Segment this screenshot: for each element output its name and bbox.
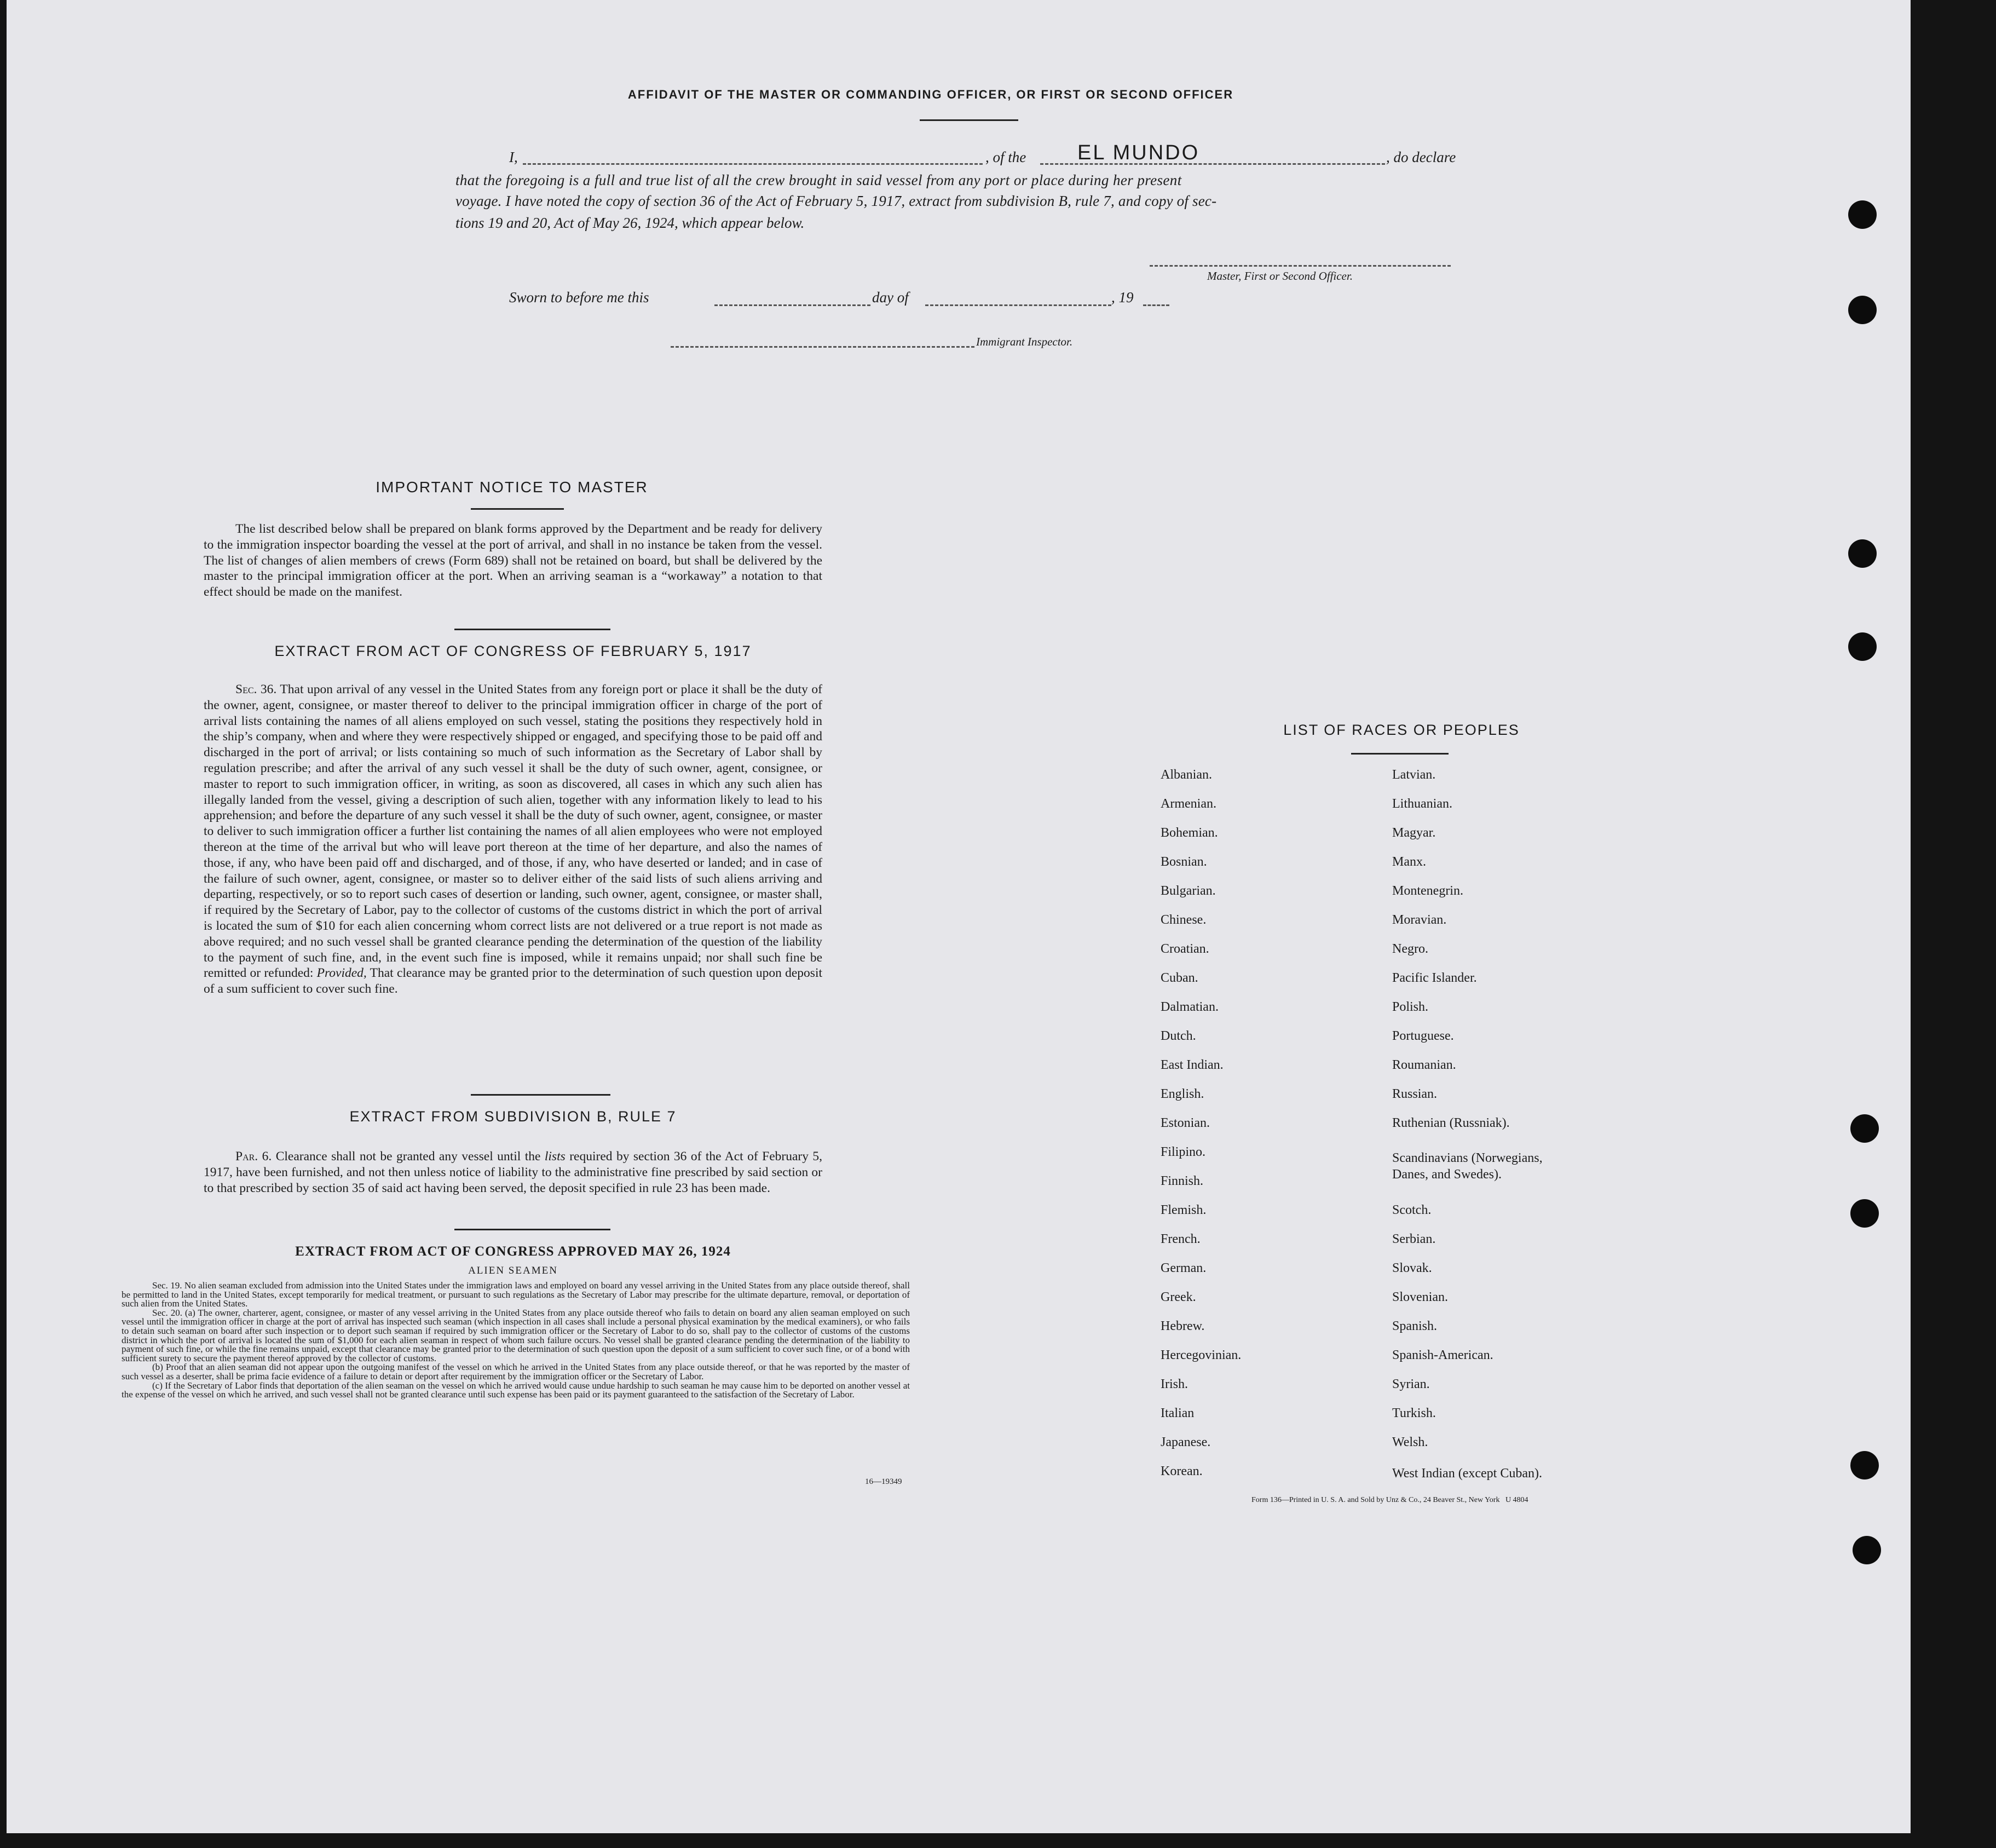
sec20b-text: (b) Proof that an alien seaman did not appear upon the outgoing manifest of the vessel on which he arrived in the United States from any place outside thereof, or that he was reported by the master of such vessel as a deserter, shall be prima facie evidence of a failure to detain or deport after requirement by the immigration officer or the Secretary of Labor.: [122, 1362, 910, 1381]
affidavit-line: voyage. I have noted the copy of section 36 of the Act of February 5, 1917, extract from subdivision B, rule 7, and copy of sec-: [455, 193, 1217, 209]
race-item: West Indian (except Cuban).: [1392, 1466, 1542, 1481]
inspector-field[interactable]: [671, 346, 974, 348]
race-item: Russian.: [1392, 1087, 1438, 1101]
act-1924-title: EXTRACT FROM ACT OF CONGRESS APPROVED MAY 26, 1924: [295, 1244, 731, 1259]
divider: [454, 1229, 610, 1230]
race-item: Dalmatian.: [1161, 1000, 1219, 1014]
race-item: Italian: [1161, 1406, 1195, 1420]
race-item: Latvian.: [1392, 768, 1436, 782]
affidavit-do-declare: , do declare: [1386, 149, 1456, 165]
affidavit-i-label: I,: [509, 149, 518, 165]
race-item: Finnish.: [1161, 1174, 1204, 1188]
race-item: Bohemian.: [1161, 826, 1218, 840]
sworn-year-field[interactable]: [1143, 304, 1169, 306]
rule7-body-b: required by section 36 of the Act of February 5, 1917, have been furnished, and not then unless notice of liability to the administrative fine prescribed by said section or to that prescribed by section 35 of said act having been served, the deposit specified in rule 23 has been made.: [204, 1149, 823, 1195]
inspector-label: Immigrant Inspector.: [976, 335, 1073, 348]
race-item: Dutch.: [1161, 1029, 1196, 1043]
race-item: Estonian.: [1161, 1116, 1210, 1130]
affidavit-line: that the foregoing is a full and true list of all the crew brought in said vessel from any port or place during her present: [455, 172, 1182, 188]
race-item: Serbian.: [1392, 1232, 1436, 1246]
sec20a-text: Sec. 20. (a) The owner, charterer, agent, consignee, or master of any vessel arriving in the United States from any place outside thereof who fails to detain on board any alien seaman employed on such vessel until the immigration officer in charge at the port of arrival has inspected such seaman (which inspection in all cases shall include a personal physical examination by the medical examiners), or who fails to detain such seaman on board after such inspection or to deport such seaman if required by such immigration officer or the Secretary of Labor to do so, shall pay to the collector of customs of the customs district in which the port of arrival is located the sum of $1,000 for each alien seaman in respect of whom such failure occurs. No vessel shall be granted clearance pending the determination of the liability to payment of such fine, or while the fine remains unpaid, except that clearance may be granted prior to the determination of such question upon the deposit of a sum sufficient to cover such fine, or of a bond with sufficient surety to secure the payment thereof approved by the collector of customs.: [122, 1307, 910, 1363]
race-item: Spanish.: [1392, 1319, 1438, 1333]
race-item: Bosnian.: [1161, 855, 1207, 869]
rule7-body-a: Clearance shall not be granted any vessel until the: [275, 1149, 541, 1164]
vessel-name: EL MUNDO: [1077, 141, 1200, 164]
race-item: Turkish.: [1392, 1406, 1436, 1420]
divider: [1351, 753, 1449, 755]
affidavit-of-the: , of the: [985, 149, 1026, 165]
race-item: Syrian.: [1392, 1377, 1430, 1391]
binder-hole: [1850, 1451, 1879, 1479]
race-item: Scotch.: [1392, 1203, 1432, 1217]
race-item: Chinese.: [1161, 913, 1207, 927]
race-item: French.: [1161, 1232, 1201, 1246]
race-item: Roumanian.: [1392, 1058, 1456, 1072]
rule7-title: EXTRACT FROM SUBDIVISION B, RULE 7: [349, 1108, 677, 1125]
race-item: Irish.: [1161, 1377, 1188, 1391]
race-item: Greek.: [1161, 1290, 1196, 1304]
race-item: East Indian.: [1161, 1058, 1224, 1072]
notice-text: The list described below shall be prepared on blank forms approved by the Department and be ready for delivery to the immigration inspector boarding the vessel at the port of arrival, and shall in no instance be taken from the vessel. The list of changes of alien members of crews (Form 689) shall not be retained on board, but shall be delivered by the master to the principal immigration officer at the port. When an arriving seaman is a “workaway” a notation to that effect should be made on the manifest.: [204, 522, 822, 600]
paragraph-label: Par. 6.: [235, 1149, 272, 1164]
sec19-text: Sec. 19. No alien seaman excluded from admission into the United States under the immigration laws and employed on board any vessel arriving in the United States from any place outside thereof, shall be permitted to land in the United States, except temporarily for medical treatment, or pursuant to such regulations as the Secretary of Labor may prescribe for the ultimate departure, removal, or deportation of such alien from the United States.: [122, 1280, 910, 1309]
race-item: Polish.: [1392, 1000, 1429, 1014]
race-item: Armenian.: [1161, 797, 1216, 811]
name-field[interactable]: [523, 163, 983, 165]
race-item: Spanish-American.: [1392, 1348, 1493, 1362]
races-title: LIST OF RACES OR PEOPLES: [1283, 722, 1520, 738]
affidavit-title: AFFIDAVIT OF THE MASTER OR COMMANDING OFFICER, OR FIRST OR SECOND OFFICER: [627, 88, 1234, 101]
race-item: Pacific Islander.: [1392, 971, 1477, 985]
extract-1917-title: EXTRACT FROM ACT OF CONGRESS OF FEBRUARY 5, 1917: [274, 643, 752, 659]
race-item: Flemish.: [1161, 1203, 1207, 1217]
race-item: English.: [1161, 1087, 1204, 1101]
race-item: Slovenian.: [1392, 1290, 1448, 1304]
divider: [471, 508, 564, 510]
binder-hole: [1853, 1536, 1881, 1564]
section-body: That upon arrival of any vessel in the United States from any foreign port or place it shall be the duty of the owner, agent, consignee, or master thereof to deliver to the principal immigration officer in charge of the port of arrival lists containing the names of all aliens employed on such vessel, stating the positions they respectively hold in the ship’s company, when and where they were respectively shipped or engaged, and specifying those to be paid off and discharged in the port of arrival; or lists containing so much of such information as the Secretary of Labor shall by regulation prescribe; and after the arrival of any such vessel it shall be the duty of such owner, agent, consignee, or master to report to such immigration officer, in writing, as soon as discovered, all cases in which any such alien has illegally landed from the vessel, giving a description of such alien, together with any information likely to lead to his apprehension; and before the departure of any such vessel it shall be the duty of such owner, agent, consignee, or master to deliver to such immigration officer a further list containing the names of all alien employees who were not employed thereon at the time of the arrival but who will leave port thereon at the time of her departure, and also the names of those, if any, who have been paid off and discharged, and of those, if any, who have deserted or landed; and in case of the failure of such owner, agent, consignee, or master so to deliver either of the said lists of such aliens arriving and departing, respectively, or so to report such cases of desertion or landing, such owner, agent, consignee, or master shall, if required by the Secretary of Labor, pay to the collector of customs of the customs district in which the port of arrival is located the sum of $10 for each alien concerning whom correct lists are not delivered or a true report is not made as above required; and no such vessel shall be granted clearance pending the determination of the question of the liability to the payment of such fine, and, in the event such fine is imposed, while it remains unpaid; nor shall such fine be remitted or refunded:: [204, 682, 823, 981]
race-item: Negro.: [1392, 942, 1428, 956]
divider: [471, 1094, 610, 1096]
race-item: Welsh.: [1392, 1435, 1428, 1449]
section-label: Sec. 36.: [235, 682, 277, 696]
race-item: Croatian.: [1161, 942, 1209, 956]
form-code: 16—19349: [865, 1477, 902, 1486]
act-1924-text: [122, 1281, 910, 1400]
act-1924-subtitle: ALIEN SEAMEN: [468, 1265, 558, 1276]
year-label: , 19: [1111, 289, 1134, 306]
sworn-month-field[interactable]: [925, 304, 1111, 306]
divider: [920, 119, 1018, 121]
race-item: Portuguese.: [1392, 1029, 1454, 1043]
race-item: Ruthenian (Russniak).: [1392, 1116, 1510, 1130]
day-of-label: day of: [872, 289, 909, 306]
race-item: Filipino.: [1161, 1145, 1206, 1159]
sworn-label: Sworn to before me this: [509, 289, 649, 306]
race-item: Albanian.: [1161, 768, 1212, 782]
race-item: Lithuanian.: [1392, 797, 1452, 811]
race-item: Cuban.: [1161, 971, 1198, 985]
lists-word: lists: [544, 1149, 566, 1164]
extract-1917-text: [204, 682, 822, 997]
signature-label: Master, First or Second Officer.: [1207, 269, 1353, 283]
vessel-field[interactable]: [1040, 163, 1385, 165]
rule7-text: [204, 1149, 822, 1196]
race-item: Scandinavians (Norwegians, Danes, and Swedes).: [1392, 1151, 1543, 1182]
race-item: Montenegrin.: [1392, 884, 1463, 898]
race-item: Magyar.: [1392, 826, 1436, 840]
race-item: Bulgarian.: [1161, 884, 1216, 898]
sworn-day-field[interactable]: [714, 304, 870, 306]
race-item: Slovak.: [1392, 1261, 1432, 1275]
race-item: Hebrew.: [1161, 1319, 1205, 1333]
race-item: Moravian.: [1392, 913, 1447, 927]
race-item: Japanese.: [1161, 1435, 1211, 1449]
signature-field[interactable]: [1150, 265, 1451, 267]
binder-hole: [1850, 1114, 1879, 1143]
binder-hole: [1850, 1199, 1879, 1228]
binder-hole: [1848, 200, 1877, 229]
race-item: German.: [1161, 1261, 1207, 1275]
provided-word: Provided,: [316, 966, 367, 981]
race-item: Manx.: [1392, 855, 1426, 869]
affidavit-line: tions 19 and 20, Act of May 26, 1924, which appear below.: [455, 215, 805, 231]
printer-footer: Form 136—Printed in U. S. A. and Sold by Unz & Co., 24 Beaver St., New York U 4804: [1251, 1496, 1528, 1504]
race-item: Korean.: [1161, 1464, 1203, 1478]
binder-hole: [1848, 296, 1877, 324]
race-item: Hercegovinian.: [1161, 1348, 1242, 1362]
section-body-end: That clearance may be granted prior to the determination of such question upon deposit of a sum sufficient to cover such fine.: [204, 966, 823, 997]
sec20c-text: (c) If the Secretary of Labor finds that deportation of the alien seaman on the vessel on which he arrived would cause undue hardship to such seaman he may cause him to be deported on another vessel at the expense of the vessel on which he arrived, and such vessel shall not be granted clearance until such expense has been paid or its payment guaranteed to the satisfaction of the Secretary of Labor.: [122, 1380, 910, 1400]
divider: [454, 629, 610, 630]
binder-hole: [1848, 539, 1877, 568]
notice-title: IMPORTANT NOTICE TO MASTER: [376, 479, 648, 496]
binder-hole: [1848, 632, 1877, 661]
